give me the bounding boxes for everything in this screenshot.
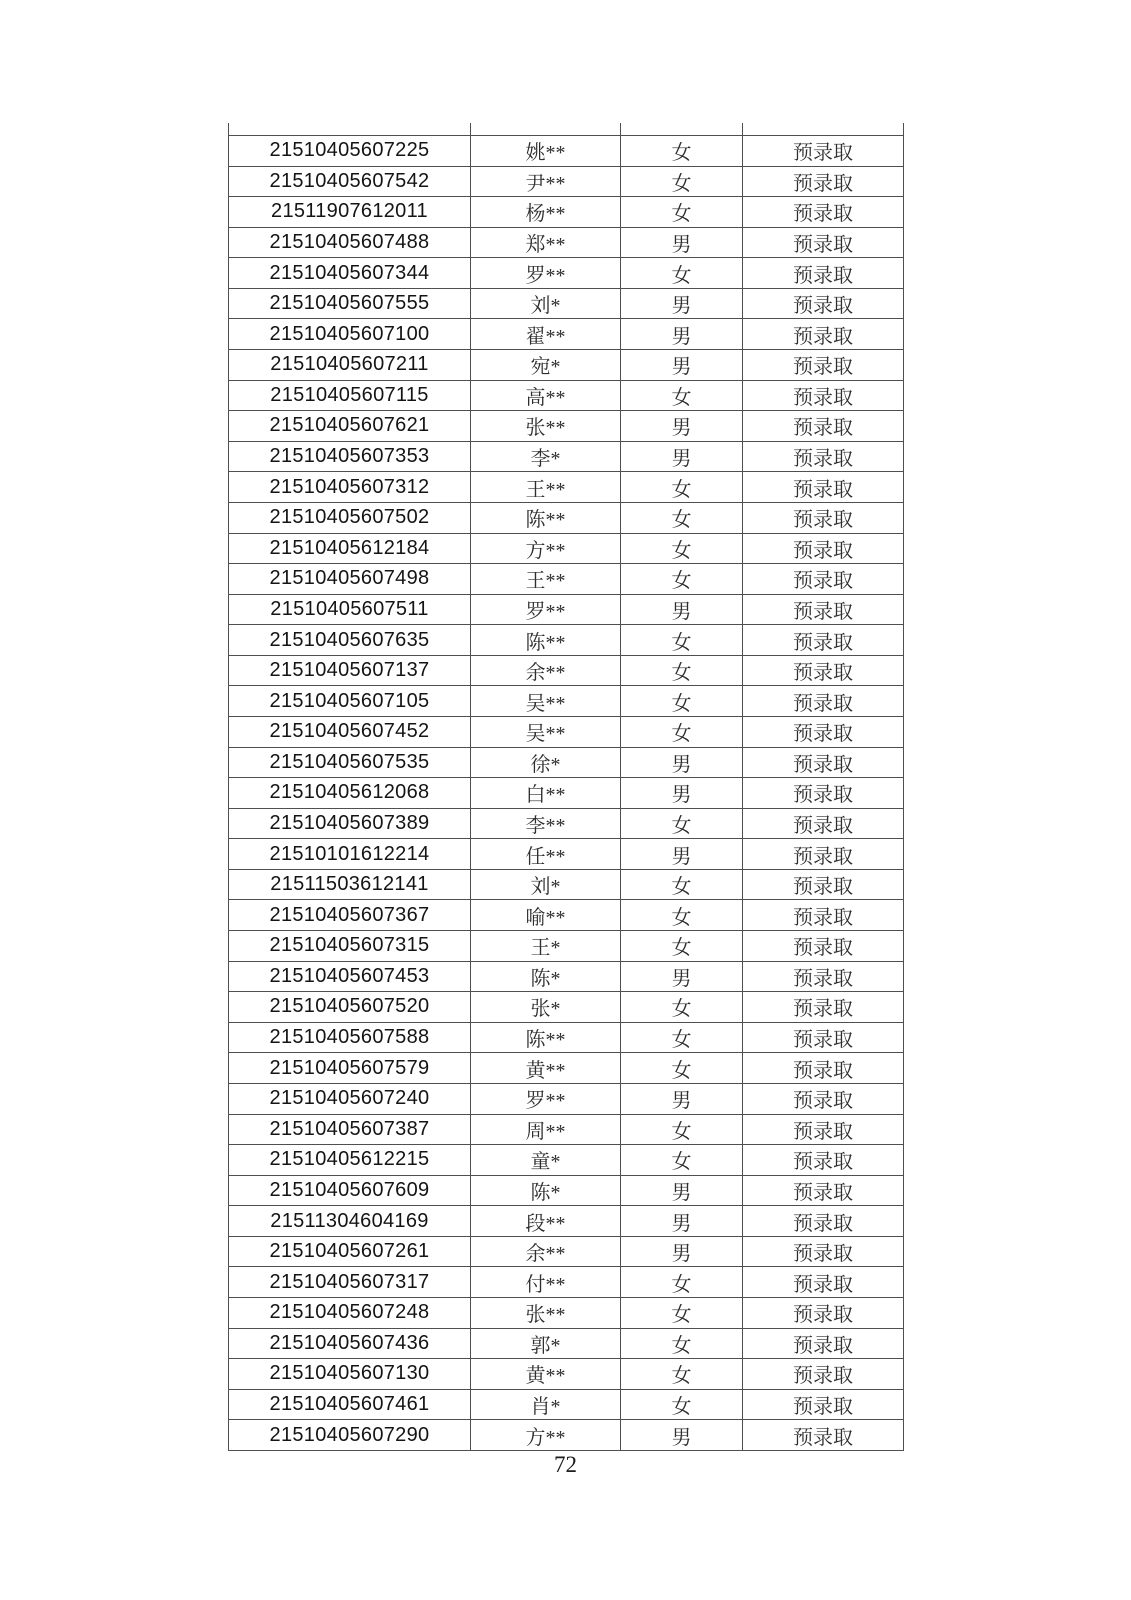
candidate-name-cell: 余** [471,1237,621,1268]
candidate-gender-cell: 男 [621,442,743,473]
table-row [229,1420,904,1451]
table-row [229,1206,904,1237]
candidate-name-cell: 罗** [471,1084,621,1115]
candidate-id-cell: 21510405607130 [229,1359,471,1390]
page-number: 72 [554,1452,577,1477]
candidate-id-cell: 21510405607520 [229,992,471,1023]
admission-status-cell: 预录取 [743,900,904,931]
candidate-id-cell: 21510405607317 [229,1267,471,1298]
candidate-id-cell: 21510405607387 [229,1115,471,1146]
candidate-id-cell: 21510405607635 [229,625,471,656]
table-row [229,1267,904,1298]
candidate-name-cell: 李** [471,809,621,840]
candidate-name-cell: 宛* [471,350,621,381]
candidate-name-cell: 余** [471,656,621,687]
candidate-gender-cell: 女 [621,1053,743,1084]
candidate-id-cell: 21510405607211 [229,350,471,381]
table-row [229,258,904,289]
candidate-id-cell: 21510405607502 [229,503,471,534]
candidate-gender-cell: 女 [621,381,743,412]
candidate-gender-cell: 女 [621,1390,743,1421]
candidate-gender-cell: 男 [621,962,743,993]
candidate-id-cell: 21510405607488 [229,228,471,259]
candidate-id-cell: 21511503612141 [229,870,471,901]
table-row [229,228,904,259]
candidate-id-cell: 21510405607225 [229,136,471,167]
table-row [229,411,904,442]
table-row [229,503,904,534]
admission-status-cell: 预录取 [743,1420,904,1451]
table-continuation-tick [470,123,471,135]
table-row [229,900,904,931]
admission-status-cell: 预录取 [743,381,904,412]
candidate-name-cell: 肖* [471,1390,621,1421]
admission-status-cell: 预录取 [743,167,904,198]
candidate-id-cell: 21510405607389 [229,809,471,840]
candidate-id-cell: 21510405607115 [229,381,471,412]
candidate-gender-cell: 女 [621,717,743,748]
candidate-name-cell: 黄** [471,1053,621,1084]
candidate-id-cell: 21510405607248 [229,1298,471,1329]
table-row [229,534,904,565]
candidate-gender-cell: 女 [621,809,743,840]
candidate-name-cell: 徐* [471,748,621,779]
candidate-name-cell: 王* [471,931,621,962]
table-row [229,1023,904,1054]
candidate-gender-cell: 女 [621,167,743,198]
admission-status-cell: 预录取 [743,1390,904,1421]
admission-status-cell: 预录取 [743,1176,904,1207]
table-row [229,472,904,503]
candidate-name-cell: 段** [471,1206,621,1237]
candidate-name-cell: 任** [471,839,621,870]
candidate-id-cell: 21510405607312 [229,472,471,503]
candidate-name-cell: 方** [471,1420,621,1451]
candidate-id-cell: 21510405607353 [229,442,471,473]
table-continuation-tick [228,123,229,135]
candidate-gender-cell: 女 [621,564,743,595]
candidate-gender-cell: 女 [621,625,743,656]
candidate-gender-cell: 女 [621,656,743,687]
admission-status-cell: 预录取 [743,411,904,442]
candidate-id-cell: 21511304604169 [229,1206,471,1237]
table-continuation-tick [742,123,743,135]
table-row [229,870,904,901]
candidate-gender-cell: 男 [621,228,743,259]
table-row [229,442,904,473]
candidate-id-cell: 21510405607461 [229,1390,471,1421]
table-row [229,656,904,687]
candidate-name-cell: 方** [471,534,621,565]
candidate-name-cell: 吴** [471,717,621,748]
candidate-gender-cell: 男 [621,350,743,381]
candidate-gender-cell: 女 [621,1329,743,1360]
candidate-gender-cell: 女 [621,992,743,1023]
candidate-gender-cell: 女 [621,472,743,503]
admission-status-cell: 预录取 [743,870,904,901]
admission-table-body [229,136,904,1451]
candidate-gender-cell: 男 [621,289,743,320]
candidate-id-cell: 21510405607453 [229,962,471,993]
candidate-gender-cell: 男 [621,748,743,779]
candidate-gender-cell: 男 [621,1206,743,1237]
table-row [229,1176,904,1207]
candidate-gender-cell: 女 [621,258,743,289]
admission-status-cell: 预录取 [743,809,904,840]
candidate-name-cell: 李* [471,442,621,473]
admission-status-cell: 预录取 [743,686,904,717]
candidate-name-cell: 童* [471,1145,621,1176]
candidate-name-cell: 姚** [471,136,621,167]
admission-status-cell: 预录取 [743,228,904,259]
candidate-id-cell: 21510405607511 [229,595,471,626]
admission-status-cell: 预录取 [743,717,904,748]
candidate-name-cell: 张* [471,992,621,1023]
candidate-name-cell: 罗** [471,258,621,289]
admission-status-cell: 预录取 [743,625,904,656]
candidate-name-cell: 张** [471,411,621,442]
candidate-gender-cell: 女 [621,1145,743,1176]
table-row [229,381,904,412]
admission-status-cell: 预录取 [743,442,904,473]
candidate-gender-cell: 女 [621,1023,743,1054]
table-row [229,197,904,228]
candidate-name-cell: 翟** [471,319,621,350]
table-row [229,595,904,626]
candidate-name-cell: 刘* [471,289,621,320]
candidate-gender-cell: 男 [621,1084,743,1115]
admission-status-cell: 预录取 [743,778,904,809]
candidate-id-cell: 21510405607542 [229,167,471,198]
candidate-id-cell: 21510405607588 [229,1023,471,1054]
candidate-name-cell: 高** [471,381,621,412]
candidate-gender-cell: 女 [621,1267,743,1298]
candidate-gender-cell: 女 [621,1359,743,1390]
table-row [229,1390,904,1421]
candidate-gender-cell: 女 [621,136,743,167]
candidate-id-cell: 21510405607137 [229,656,471,687]
candidate-gender-cell: 男 [621,839,743,870]
admission-status-cell: 预录取 [743,319,904,350]
admission-status-cell: 预录取 [743,1359,904,1390]
admission-status-cell: 预录取 [743,748,904,779]
table-row [229,136,904,167]
table-row [229,1053,904,1084]
candidate-gender-cell: 女 [621,1298,743,1329]
candidate-id-cell: 21510405612215 [229,1145,471,1176]
candidate-id-cell: 21510405612068 [229,778,471,809]
admission-status-cell: 预录取 [743,1267,904,1298]
candidate-gender-cell: 男 [621,595,743,626]
candidate-name-cell: 陈** [471,625,621,656]
candidate-name-cell: 喻** [471,900,621,931]
admission-status-cell: 预录取 [743,656,904,687]
candidate-gender-cell: 男 [621,1420,743,1451]
candidate-gender-cell: 女 [621,534,743,565]
table-row [229,1084,904,1115]
candidate-gender-cell: 男 [621,319,743,350]
candidate-name-cell: 白** [471,778,621,809]
admission-status-cell: 预录取 [743,839,904,870]
table-row [229,564,904,595]
table-row [229,167,904,198]
candidate-name-cell: 吴** [471,686,621,717]
candidate-name-cell: 尹** [471,167,621,198]
candidate-id-cell: 21510405607555 [229,289,471,320]
candidate-name-cell: 周** [471,1115,621,1146]
table-continuation-tick [620,123,621,135]
table-row [229,319,904,350]
candidate-gender-cell: 男 [621,778,743,809]
candidate-id-cell: 21510405612184 [229,534,471,565]
candidate-gender-cell: 女 [621,1115,743,1146]
candidate-id-cell: 21510405607452 [229,717,471,748]
table-row [229,931,904,962]
candidate-name-cell: 杨** [471,197,621,228]
candidate-gender-cell: 男 [621,1176,743,1207]
candidate-id-cell: 21510101612214 [229,839,471,870]
candidate-id-cell: 21510405607261 [229,1237,471,1268]
candidate-gender-cell: 男 [621,1237,743,1268]
admission-status-cell: 预录取 [743,962,904,993]
candidate-id-cell: 21510405607609 [229,1176,471,1207]
admission-status-cell: 预录取 [743,1298,904,1329]
candidate-id-cell: 21510405607344 [229,258,471,289]
admission-status-cell: 预录取 [743,289,904,320]
candidate-gender-cell: 女 [621,686,743,717]
table-row [229,992,904,1023]
table-row [229,1237,904,1268]
candidate-id-cell: 21510405607105 [229,686,471,717]
candidate-gender-cell: 女 [621,870,743,901]
candidate-id-cell: 21510405607240 [229,1084,471,1115]
table-row [229,778,904,809]
table-row [229,1115,904,1146]
candidate-name-cell: 付** [471,1267,621,1298]
table-row [229,1145,904,1176]
admission-table [228,135,904,1451]
candidate-id-cell: 21510405607367 [229,900,471,931]
candidate-gender-cell: 女 [621,900,743,931]
admission-status-cell: 预录取 [743,1115,904,1146]
table-row [229,686,904,717]
candidate-gender-cell: 女 [621,503,743,534]
candidate-name-cell: 罗** [471,595,621,626]
candidate-name-cell: 王** [471,564,621,595]
candidate-name-cell: 陈** [471,503,621,534]
candidate-name-cell: 陈* [471,962,621,993]
table-continuation-tick [903,123,904,135]
candidate-id-cell: 21510405607315 [229,931,471,962]
admission-status-cell: 预录取 [743,1145,904,1176]
candidate-name-cell: 张** [471,1298,621,1329]
admission-status-cell: 预录取 [743,992,904,1023]
table-row [229,809,904,840]
admission-status-cell: 预录取 [743,595,904,626]
candidate-name-cell: 黄** [471,1359,621,1390]
candidate-gender-cell: 男 [621,411,743,442]
candidate-id-cell: 21510405607535 [229,748,471,779]
admission-status-cell: 预录取 [743,1329,904,1360]
admission-status-cell: 预录取 [743,472,904,503]
table-row [229,350,904,381]
candidate-id-cell: 21510405607436 [229,1329,471,1360]
table-row [229,1329,904,1360]
candidate-name-cell: 刘* [471,870,621,901]
candidate-gender-cell: 女 [621,197,743,228]
candidate-gender-cell: 女 [621,931,743,962]
admission-status-cell: 预录取 [743,350,904,381]
table-row [229,625,904,656]
admission-status-cell: 预录取 [743,1084,904,1115]
candidate-name-cell: 郭* [471,1329,621,1360]
candidate-id-cell: 21510405607290 [229,1420,471,1451]
admission-status-cell: 预录取 [743,564,904,595]
candidate-id-cell: 21510405607100 [229,319,471,350]
table-row [229,717,904,748]
candidate-id-cell: 21510405607579 [229,1053,471,1084]
admission-status-cell: 预录取 [743,258,904,289]
candidate-id-cell: 21510405607621 [229,411,471,442]
admission-status-cell: 预录取 [743,931,904,962]
table-row [229,289,904,320]
table-row [229,839,904,870]
candidate-name-cell: 陈** [471,1023,621,1054]
admission-status-cell: 预录取 [743,1237,904,1268]
table-row [229,1359,904,1390]
admission-status-cell: 预录取 [743,136,904,167]
candidate-name-cell: 陈* [471,1176,621,1207]
candidate-name-cell: 郑** [471,228,621,259]
candidate-name-cell: 王** [471,472,621,503]
admission-status-cell: 预录取 [743,1206,904,1237]
admission-status-cell: 预录取 [743,197,904,228]
table-row [229,748,904,779]
candidate-id-cell: 21510405607498 [229,564,471,595]
table-row [229,1298,904,1329]
admission-status-cell: 预录取 [743,1053,904,1084]
candidate-id-cell: 21511907612011 [229,197,471,228]
admission-status-cell: 预录取 [743,534,904,565]
admission-status-cell: 预录取 [743,503,904,534]
table-row [229,962,904,993]
admission-status-cell: 预录取 [743,1023,904,1054]
